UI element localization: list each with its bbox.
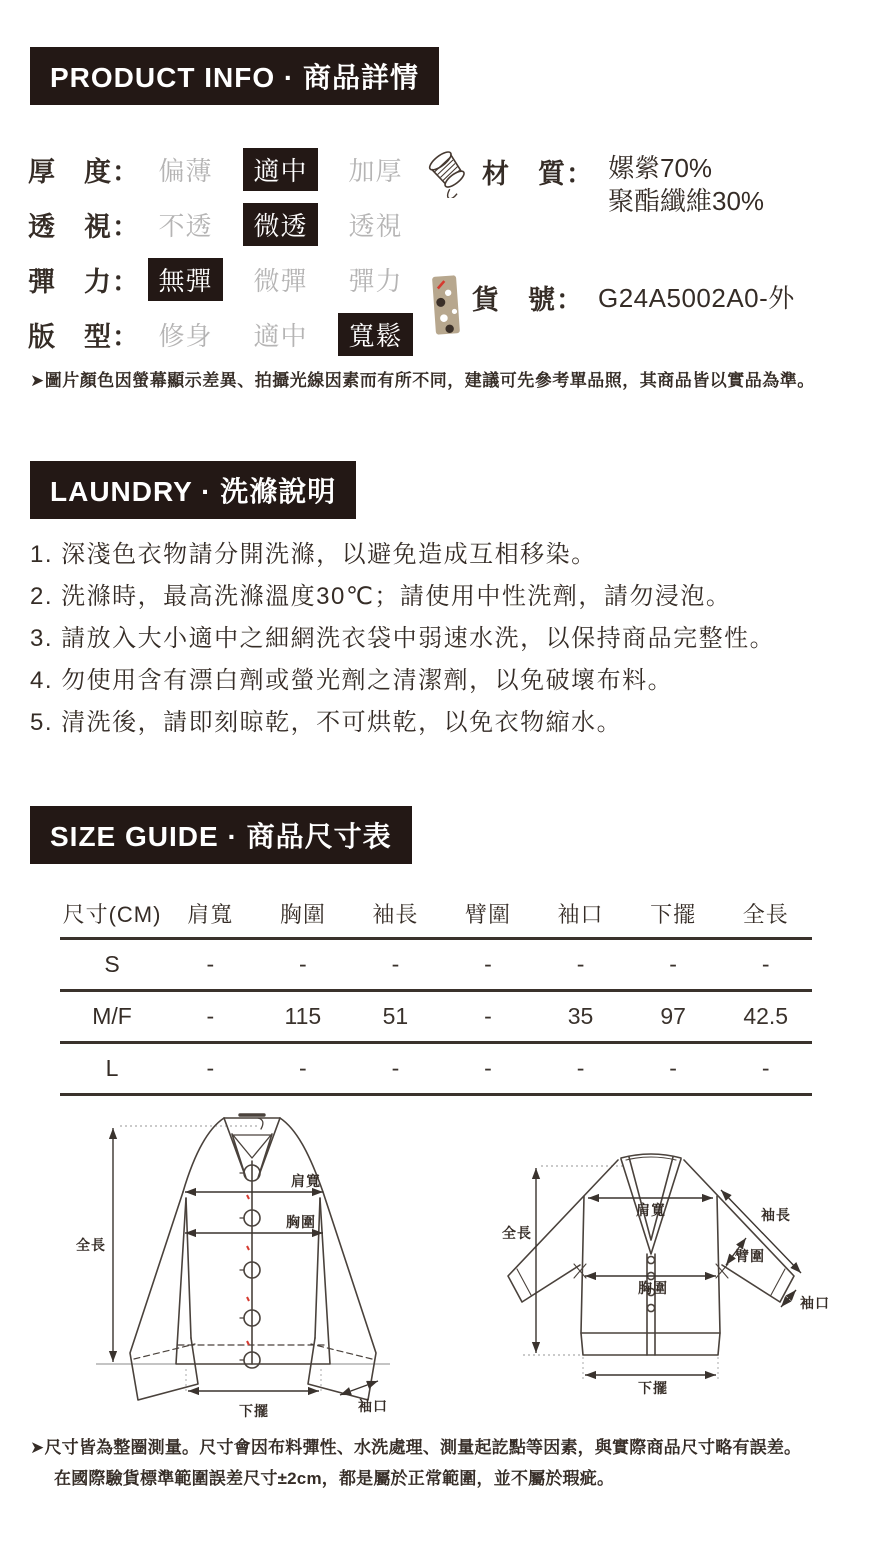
size-table-value-cell: - — [164, 992, 257, 1044]
attribute-option: 透視 — [348, 211, 403, 241]
size-table-value-cell: 42.5 — [719, 992, 812, 1044]
attribute-option: 加厚 — [348, 156, 403, 186]
jacket-full-length-label: 全長 — [76, 1237, 106, 1253]
cardigan-arm-label: 臂圍 — [735, 1248, 765, 1264]
laundry-item: 2. 洗滌時，最高洗滌溫度30℃；請使用中性洗劑，請勿浸泡。 — [30, 583, 732, 610]
size-guide-header: SIZE GUIDE · 商品尺寸表 — [30, 806, 412, 864]
size-table-size-cell: M/F — [60, 992, 164, 1044]
size-table-value-cell: - — [442, 1044, 535, 1096]
size-table-header-cell: 肩寬 — [164, 890, 257, 940]
size-table-header-cell: 全長 — [719, 890, 812, 940]
attribute-row — [28, 252, 423, 307]
size-table-value-cell: - — [257, 1044, 350, 1096]
attribute-option-cell — [328, 206, 423, 243]
size-table-value-cell: - — [442, 992, 535, 1044]
laundry-item: 1. 深淺色衣物請分開洗滌，以避免造成互相移染。 — [30, 541, 597, 568]
material-label: 材 質： — [482, 159, 594, 189]
attribute-option: 適中 — [253, 321, 308, 351]
cardigan-full-length-label: 全長 — [502, 1225, 532, 1241]
attribute-option-cell — [138, 206, 233, 243]
jacket-shoulder-label: 肩寬 — [291, 1173, 321, 1189]
attribute-option-cell — [233, 148, 328, 191]
size-table-header-cell: 胸圍 — [257, 890, 350, 940]
attribute-option: 修身 — [158, 321, 213, 351]
attribute-label: 版 型： — [28, 322, 140, 352]
right-garment-diagram — [478, 1148, 870, 1450]
attribute-label: 厚 度： — [28, 157, 140, 187]
size-table-header-cell: 臂圍 — [442, 890, 535, 940]
attribute-option-cell — [138, 316, 233, 353]
attribute-option-cell — [233, 316, 328, 353]
size-table-value-cell: - — [627, 940, 720, 992]
attribute-option-selected: 適中 — [243, 148, 317, 191]
attribute-option-cell — [138, 151, 233, 188]
item-number-value: G24A5002A0-外 — [598, 283, 795, 313]
laundry-item: 4. 勿使用含有漂白劑或螢光劑之清潔劑，以免破壞布料。 — [30, 667, 674, 694]
attribute-option: 偏薄 — [158, 156, 213, 186]
size-table-header-cell: 下擺 — [627, 890, 720, 940]
size-table-value-cell: 115 — [257, 992, 350, 1044]
laundry-item: 5. 清洗後，請即刻晾乾，不可烘乾，以免衣物縮水。 — [30, 709, 623, 736]
size-table-size-cell: S — [60, 940, 164, 992]
laundry-list — [30, 534, 860, 744]
size-table-value-cell: - — [257, 940, 350, 992]
attribute-row — [28, 307, 423, 362]
size-table-header-cell: 袖長 — [349, 890, 442, 940]
thread-spool-icon — [424, 146, 474, 203]
size-table-value-cell: - — [534, 940, 627, 992]
cardigan-shoulder-label: 肩寬 — [636, 1202, 666, 1218]
size-table-value-cell: - — [534, 1044, 627, 1096]
cardigan-hem-label: 下擺 — [638, 1380, 668, 1396]
cardigan-sleeve-label: 袖長 — [761, 1207, 791, 1223]
material-line: 嫘縈70% — [608, 153, 713, 183]
attribute-label: 彈 力： — [28, 267, 140, 297]
size-table-value-cell: - — [719, 940, 812, 992]
attribute-option: 微彈 — [253, 266, 308, 296]
size-table-value-cell: - — [164, 1044, 257, 1096]
attribute-option-cell — [233, 203, 328, 246]
item-number-row — [428, 272, 795, 343]
size-table-header-cell: 尺寸(CM) — [60, 890, 164, 940]
attribute-row — [28, 197, 423, 252]
color-difference-note: ➤圖片顏色因螢幕顯示差異、拍攝光線因素而有所不同，建議可先參考單品照，其商品皆以實品為準。 — [30, 371, 815, 390]
attribute-option-cell — [328, 151, 423, 188]
attribute-option-selected: 寬鬆 — [338, 313, 412, 356]
attribute-option: 不透 — [158, 211, 213, 241]
cardigan-chest-label: 胸圍 — [638, 1280, 668, 1296]
laundry-header: LAUNDRY · 洗滌說明 — [30, 461, 356, 519]
attribute-option-cell — [233, 261, 328, 298]
attribute-row — [28, 142, 423, 197]
size-table-value-cell: - — [349, 940, 442, 992]
size-table-value-cell: 35 — [534, 992, 627, 1044]
size-table-header-cell: 袖口 — [534, 890, 627, 940]
size-table-size-cell: L — [60, 1044, 164, 1096]
attribute-option-selected: 微透 — [243, 203, 317, 246]
cardigan-cuff-label: 袖口 — [800, 1295, 830, 1311]
size-table-value-cell: 97 — [627, 992, 720, 1044]
size-table — [60, 890, 812, 1096]
attribute-option-selected: 無彈 — [148, 258, 222, 301]
material-line: 聚酯纖維30% — [608, 186, 765, 216]
size-notes — [30, 1432, 860, 1494]
jacket-hem-label: 下擺 — [239, 1403, 269, 1419]
size-note-line: 在國際驗貨標準範圍誤差尺寸±2cm，都是屬於正常範圍，並不屬於瑕疵。 — [54, 1469, 615, 1488]
product-info-header: PRODUCT INFO · 商品詳情 — [30, 47, 439, 105]
clothing-tag-icon — [428, 272, 464, 343]
attribute-option-cell — [138, 258, 233, 301]
item-number-label: 貨 號： — [472, 285, 584, 315]
size-table-value-cell: - — [442, 940, 535, 992]
size-table-value-cell: - — [719, 1044, 812, 1096]
attribute-option: 彈力 — [348, 266, 403, 296]
size-table-value-cell: - — [349, 1044, 442, 1096]
size-table-value-cell: - — [627, 1044, 720, 1096]
attribute-option-cell — [328, 313, 423, 356]
jacket-cuff-label: 袖口 — [358, 1398, 388, 1414]
jacket-chest-label: 胸圍 — [286, 1214, 316, 1230]
material-row — [424, 146, 764, 218]
attribute-rows — [28, 142, 423, 362]
material-value — [608, 152, 764, 218]
laundry-item: 3. 請放入大小適中之細網洗衣袋中弱速水洗，以保持商品完整性。 — [30, 625, 776, 652]
size-table-value-cell: - — [164, 940, 257, 992]
left-garment-diagram — [58, 1098, 470, 1443]
size-table-value-cell: 51 — [349, 992, 442, 1044]
attribute-option-cell — [328, 261, 423, 298]
attribute-label: 透 視： — [28, 212, 140, 242]
size-note-line: ➤尺寸皆為整圈測量。尺寸會因布料彈性、水洗處理、測量起訖點等因素，與實際商品尺寸略有誤差。 — [30, 1438, 802, 1457]
